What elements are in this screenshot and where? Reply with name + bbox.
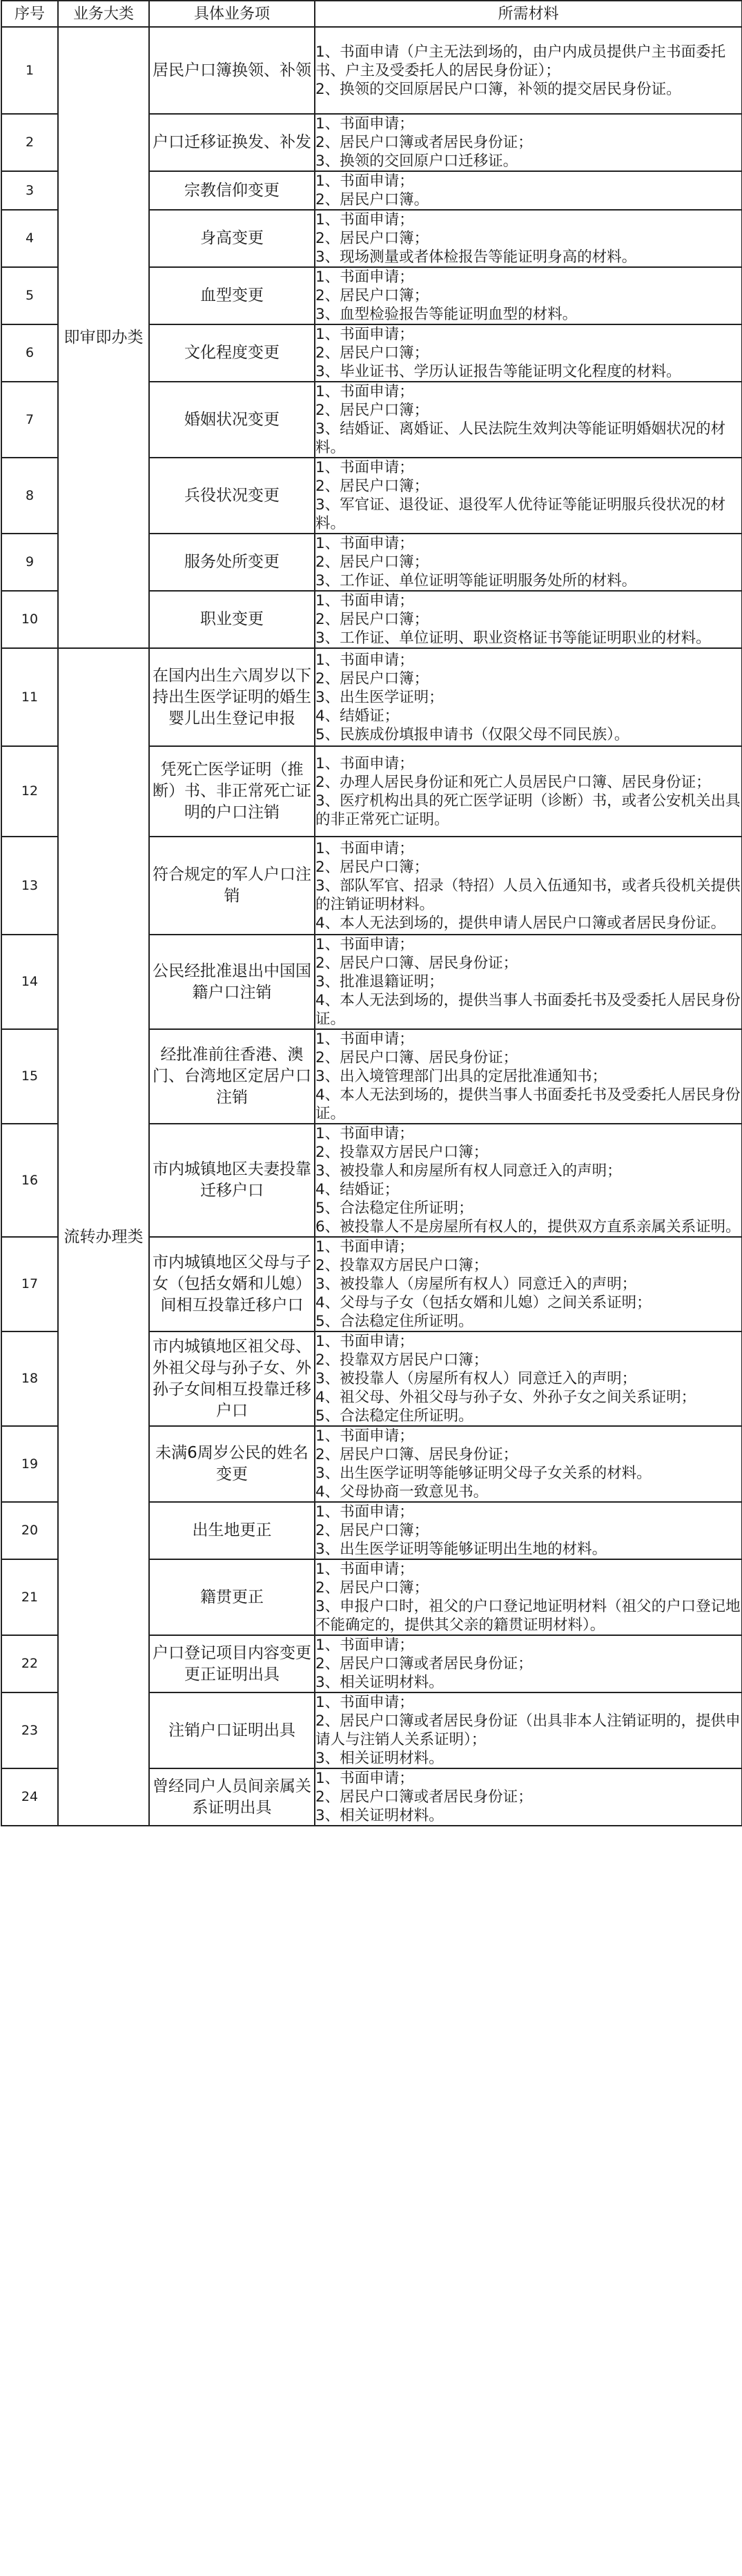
row-number: 22 bbox=[1, 1635, 58, 1692]
header-item: 具体业务项 bbox=[149, 1, 315, 27]
required-materials: 1、书面申请（户主无法到场的，由户内成员提供户主书面委托书、户主及受委托人的居民身份证）； 2、换领的交回原居民户口簿，补领的提交居民身份证。 bbox=[315, 27, 742, 114]
row-number: 1 bbox=[1, 27, 58, 114]
required-materials: 1、书面申请； 2、居民户口簿； 3、现场测量或者体检报告等能证明身高的材料。 bbox=[315, 210, 742, 267]
row-number: 15 bbox=[1, 1029, 58, 1124]
row-number: 9 bbox=[1, 534, 58, 591]
required-materials: 1、书面申请； 2、居民户口簿或者居民身份证； 3、相关证明材料。 bbox=[315, 1768, 742, 1826]
row-number: 5 bbox=[1, 267, 58, 324]
row-number: 23 bbox=[1, 1692, 58, 1768]
row-number: 16 bbox=[1, 1124, 58, 1237]
business-item: 户口登记项目内容变更更正证明出具 bbox=[149, 1635, 315, 1692]
required-materials: 1、书面申请； 2、投靠双方居民户口簿； 3、被投靠人和房屋所有权人同意迁入的声明； 4、结婚证； 5、合法稳定住所证明； 6、被投靠人不是房屋所有权人的，提供双方直系亲属关系证明。 bbox=[315, 1124, 742, 1237]
table-row bbox=[1, 648, 742, 746]
business-item: 籍贯更正 bbox=[149, 1559, 315, 1635]
business-item: 身高变更 bbox=[149, 210, 315, 267]
required-materials: 1、书面申请； 2、办理人居民身份证和死亡人员居民户口簿、居民身份证； 3、医疗机构出具的死亡医学证明（诊断）书，或者公安机关出具的非正常死亡证明。 bbox=[315, 746, 742, 837]
required-materials: 1、书面申请； 2、居民户口簿； 3、血型检验报告等能证明血型的材料。 bbox=[315, 267, 742, 324]
required-materials: 1、书面申请； 2、居民户口簿或者居民身份证（出具非本人注销证明的，提供申请人与注销人关系证明）； 3、相关证明材料。 bbox=[315, 1692, 742, 1768]
business-materials-table bbox=[1, 0, 742, 1826]
row-number: 10 bbox=[1, 591, 58, 648]
row-number: 6 bbox=[1, 324, 58, 382]
category-instant: 即审即办类 bbox=[58, 27, 149, 648]
required-materials: 1、书面申请； 2、居民户口簿； 3、申报户口时，祖父的户口登记地证明材料（祖父的户口登记地不能确定的，提供其父亲的籍贯证明材料）。 bbox=[315, 1559, 742, 1635]
business-item: 市内城镇地区父母与子女（包括女婿和儿媳）间相互投靠迁移户口 bbox=[149, 1237, 315, 1331]
header-materials: 所需材料 bbox=[315, 1, 742, 27]
business-item: 符合规定的军人户口注销 bbox=[149, 837, 315, 935]
header-seq: 序号 bbox=[1, 1, 58, 27]
required-materials: 1、书面申请； 2、居民户口簿； 3、出生医学证明； 4、结婚证； 5、民族成份填报申请书（仅限父母不同民族）。 bbox=[315, 648, 742, 746]
business-item: 宗教信仰变更 bbox=[149, 171, 315, 210]
row-number: 2 bbox=[1, 114, 58, 171]
row-number: 4 bbox=[1, 210, 58, 267]
business-item: 血型变更 bbox=[149, 267, 315, 324]
table-row bbox=[1, 27, 742, 114]
required-materials: 1、书面申请； 2、居民户口簿； 3、毕业证书、学历认证报告等能证明文化程度的材料。 bbox=[315, 324, 742, 382]
row-number: 3 bbox=[1, 171, 58, 210]
business-item: 出生地更正 bbox=[149, 1502, 315, 1559]
business-item: 注销户口证明出具 bbox=[149, 1692, 315, 1768]
required-materials: 1、书面申请； 2、居民户口簿或者居民身份证； 3、换领的交回原户口迁移证。 bbox=[315, 114, 742, 171]
required-materials: 1、书面申请； 2、居民户口簿； 3、军官证、退役证、退役军人优待证等能证明服兵役状况的材料。 bbox=[315, 458, 742, 534]
business-item: 经批准前往香港、澳门、台湾地区定居户口注销 bbox=[149, 1029, 315, 1124]
header-category: 业务大类 bbox=[58, 1, 149, 27]
category-transfer: 流转办理类 bbox=[58, 648, 149, 1826]
required-materials: 1、书面申请； 2、居民户口簿、居民身份证； 3、批准退籍证明； 4、本人无法到场的，提供当事人书面委托书及受委托人居民身份证。 bbox=[315, 935, 742, 1029]
row-number: 14 bbox=[1, 935, 58, 1029]
row-number: 12 bbox=[1, 746, 58, 837]
row-number: 21 bbox=[1, 1559, 58, 1635]
business-item: 曾经同户人员间亲属关系证明出具 bbox=[149, 1768, 315, 1826]
row-number: 20 bbox=[1, 1502, 58, 1559]
table-header bbox=[1, 1, 742, 27]
business-item: 市内城镇地区夫妻投靠迁移户口 bbox=[149, 1124, 315, 1237]
business-item: 凭死亡医学证明（推断）书、非正常死亡证明的户口注销 bbox=[149, 746, 315, 837]
required-materials: 1、书面申请； 2、居民户口簿； 3、出生医学证明等能够证明出生地的材料。 bbox=[315, 1502, 742, 1559]
row-number: 11 bbox=[1, 648, 58, 746]
business-item: 兵役状况变更 bbox=[149, 458, 315, 534]
business-item: 市内城镇地区祖父母、外祖父母与孙子女、外孙子女间相互投靠迁移户口 bbox=[149, 1331, 315, 1426]
row-number: 8 bbox=[1, 458, 58, 534]
business-item: 居民户口簿换领、补领 bbox=[149, 27, 315, 114]
required-materials: 1、书面申请； 2、居民户口簿、居民身份证； 3、出生医学证明等能够证明父母子女关系的材料。 4、父母协商一致意见书。 bbox=[315, 1426, 742, 1502]
business-item: 公民经批准退出中国国籍户口注销 bbox=[149, 935, 315, 1029]
business-item: 婚姻状况变更 bbox=[149, 382, 315, 458]
row-number: 19 bbox=[1, 1426, 58, 1502]
header-row bbox=[1, 1, 742, 27]
table-body bbox=[1, 27, 742, 1826]
required-materials: 1、书面申请； 2、居民户口簿； 3、部队军官、招录（特招）人员入伍通知书，或者兵役机关提供的注销证明材料。 4、本人无法到场的，提供申请人居民户口簿或者居民身份证。 bbox=[315, 837, 742, 935]
business-item: 在国内出生六周岁以下持出生医学证明的婚生婴儿出生登记申报 bbox=[149, 648, 315, 746]
required-materials: 1、书面申请； 2、居民户口簿； 3、工作证、单位证明、职业资格证书等能证明职业的材料。 bbox=[315, 591, 742, 648]
business-item: 未满6周岁公民的姓名变更 bbox=[149, 1426, 315, 1502]
required-materials: 1、书面申请； 2、投靠双方居民户口簿； 3、被投靠人（房屋所有权人）同意迁入的声明； 4、祖父母、外祖父母与孙子女、外孙子女之间关系证明； 5、合法稳定住所证明。 bbox=[315, 1331, 742, 1426]
row-number: 7 bbox=[1, 382, 58, 458]
row-number: 18 bbox=[1, 1331, 58, 1426]
required-materials: 1、书面申请； 2、居民户口簿或者居民身份证； 3、相关证明材料。 bbox=[315, 1635, 742, 1692]
required-materials: 1、书面申请； 2、投靠双方居民户口簿； 3、被投靠人（房屋所有权人）同意迁入的声明； 4、父母与子女（包括女婿和儿媳）之间关系证明； 5、合法稳定住所证明。 bbox=[315, 1237, 742, 1331]
business-item: 户口迁移证换发、补发 bbox=[149, 114, 315, 171]
row-number: 17 bbox=[1, 1237, 58, 1331]
required-materials: 1、书面申请； 2、居民户口簿。 bbox=[315, 171, 742, 210]
row-number: 24 bbox=[1, 1768, 58, 1826]
required-materials: 1、书面申请； 2、居民户口簿、居民身份证； 3、出入境管理部门出具的定居批准通知书； 4、本人无法到场的，提供当事人书面委托书及受委托人居民身份证。 bbox=[315, 1029, 742, 1124]
business-item: 服务处所变更 bbox=[149, 534, 315, 591]
business-item: 职业变更 bbox=[149, 591, 315, 648]
required-materials: 1、书面申请； 2、居民户口簿； 3、结婚证、离婚证、人民法院生效判决等能证明婚姻状况的材料。 bbox=[315, 382, 742, 458]
row-number: 13 bbox=[1, 837, 58, 935]
business-item: 文化程度变更 bbox=[149, 324, 315, 382]
required-materials: 1、书面申请； 2、居民户口簿； 3、工作证、单位证明等能证明服务处所的材料。 bbox=[315, 534, 742, 591]
